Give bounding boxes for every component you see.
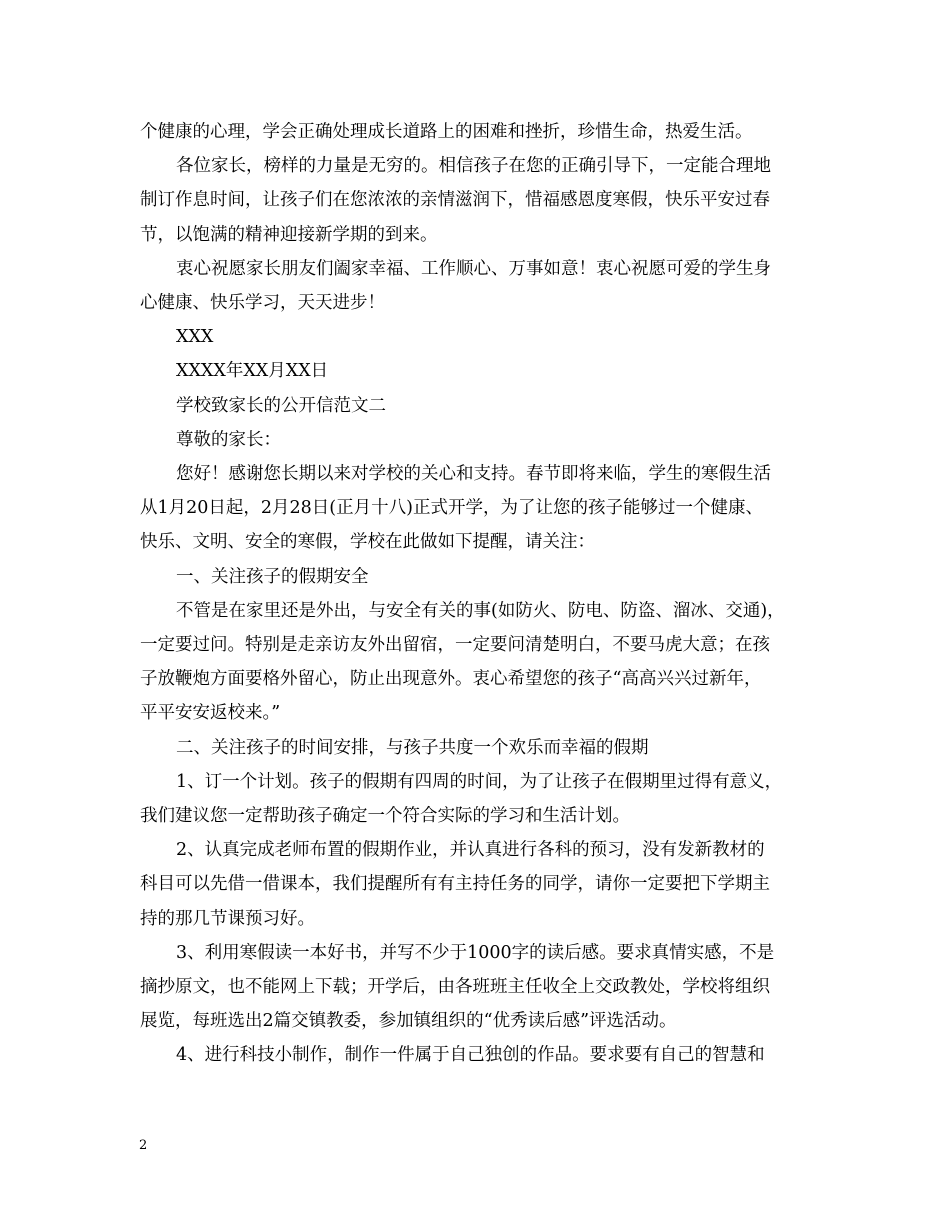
text-line: 二、关注孩子的时间安排，与孩子共度一个欢乐而幸福的假期 xyxy=(176,738,649,758)
text-line: 不管是在家里还是外出，与安全有关的事(如防火、防电、防盗、溜冰、交通)， xyxy=(176,601,785,621)
text-line: 持的那几节课预习好。 xyxy=(140,909,315,929)
text-line: 摘抄原文，也不能网上下载；开学后，由各班班主任收全上交政教处，学校将组织 xyxy=(140,977,770,997)
text-line: 科目可以先借一借课本，我们提醒所有有主持任务的同学，请你一定要把下学期主 xyxy=(140,874,770,894)
text-line: 个健康的心理，学会正确处理成长道路上的困难和挫折，珍惜生命，热爱生活。 xyxy=(140,122,753,142)
text-line: 2、认真完成老师布置的假期作业，并认真进行各科的预习，没有发新教材的 xyxy=(176,840,765,860)
page-number: 2 xyxy=(139,1138,148,1153)
text-line: 3、利用寒假读一本好书，并写不少于1000字的读后感。要求真情实感，不是 xyxy=(176,943,775,963)
text-line: 您好！感谢您长期以来对学校的关心和支持。春节即将来临，学生的寒假生活 xyxy=(176,464,771,484)
text-line: XXXX年XX月XX日 xyxy=(176,361,329,381)
text-line: 尊敬的家长： xyxy=(176,430,281,450)
text-line: 一、关注孩子的假期安全 xyxy=(176,567,369,587)
text-line: 1、订一个计划。孩子的假期有四周的时间，为了让孩子在假期里过得有意义， xyxy=(176,772,783,792)
text-line: 我们建议您一定帮助孩子确定一个符合实际的学习和生活计划。 xyxy=(140,806,630,826)
text-line: 学校致家长的公开信范文二 xyxy=(176,396,386,416)
text-line: XXX xyxy=(176,327,214,347)
text-line: 各位家长，榜样的力量是无穷的。相信孩子在您的正确引导下，一定能合理地 xyxy=(176,156,771,176)
text-line: 快乐、文明、安全的寒假，学校在此做如下提醒，请关注： xyxy=(140,532,595,552)
text-line: 一定要过问。特别是走亲访友外出留宿，一定要问清楚明白，不要马虎大意；在孩 xyxy=(140,635,770,655)
text-line: 4、进行科技小制作，制作一件属于自己独创的作品。要求要有自己的智慧和 xyxy=(176,1045,765,1065)
text-line: 节，以饱满的精神迎接新学期的到来。 xyxy=(140,225,438,245)
text-line: 制订作息时间，让孩子们在您浓浓的亲情滋润下，惜福感恩度寒假，快乐平安过春 xyxy=(140,190,770,210)
text-line: 展览，每班选出2篇交镇教委，参加镇组织的“优秀读后感”评选活动。 xyxy=(140,1011,677,1031)
text-line: 从1月20日起，2月28日(正月十八)正式开学，为了让您的孩子能够过一个健康、 xyxy=(140,498,763,518)
text-line: 平平安安返校来。” xyxy=(140,703,281,723)
text-line: 子放鞭炮方面要格外留心，防止出现意外。衷心希望您的孩子“高高兴兴过新年， xyxy=(140,669,762,689)
text-line: 心健康、快乐学习，天天进步！ xyxy=(140,293,385,313)
text-line: 衷心祝愿家长朋友们阖家幸福、工作顺心、万事如意！衷心祝愿可爱的学生身 xyxy=(176,259,771,279)
